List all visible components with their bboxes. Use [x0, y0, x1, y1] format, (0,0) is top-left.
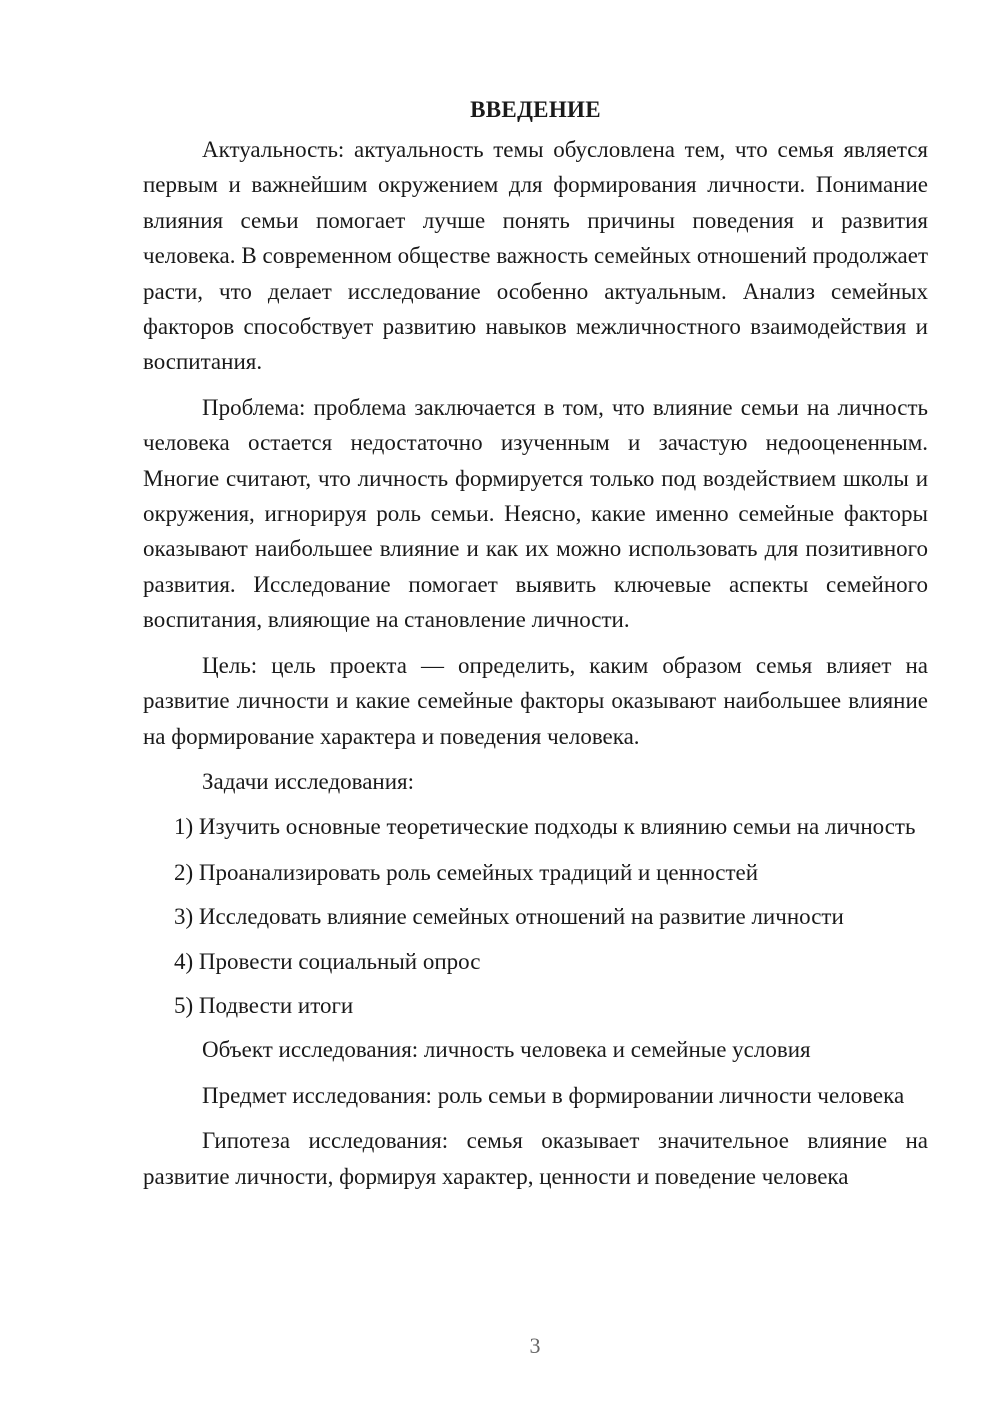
- task-item-5: 5) Подвести итоги: [174, 992, 354, 1018]
- task-item-2: 2) Проанализировать роль семейных традиций и ценностей: [174, 859, 759, 885]
- task-item-1: 1) Изучить основные теоретические подходы к влиянию семьи на личность: [174, 814, 916, 840]
- page-content: [143, 92, 928, 1194]
- tasks-heading: Задачи исследования:: [202, 768, 415, 794]
- hypothesis-paragraph: Гипотеза исследования: семья оказывает значительное влияние на развитие личности, формируя характер, ценности и поведение человека: [143, 1128, 928, 1189]
- goal-paragraph: Цель: цель проекта — определить, каким образом семья влияет на развитие личности и какие семейные факторы оказывают наибольшее влияние на формирование характера и поведения человека.: [143, 652, 928, 749]
- page-number: 3: [529, 1333, 541, 1358]
- relevance-paragraph: Актуальность: актуальность темы обусловлена тем, что семья является первым и важнейшим окружением для формирования личности. Понимание влияния семьи помогает лучше понять причины поведения и развития человека. В современном обществе важность семейных отношений продолжает расти, что делает исследование особенно актуальным. Анализ семейных факторов способствует развитию навыков межличностного взаимодействия и воспитания.: [143, 137, 928, 375]
- object-paragraph: Объект исследования: личность человека и семейные условия: [202, 1037, 811, 1063]
- task-item-3: 3) Исследовать влияние семейных отношений на развитие личности: [174, 904, 844, 930]
- page-title: ВВЕДЕНИЕ: [470, 97, 601, 122]
- problem-paragraph: Проблема: проблема заключается в том, что влияние семьи на личность человека остается недостаточно изученным и зачастую недооцененным. Многие считают, что личность формируется только под воздействием школы и окружения, игнорируя роль семьи. Неясно, какие именно семейные факторы оказывают наибольшее влияние и как их можно использовать для позитивного развития. Исследование помогает выявить ключевые аспекты семейного воспитания, влияющие на становление личности.: [143, 394, 928, 633]
- task-item-4: 4) Провести социальный опрос: [174, 948, 481, 974]
- subject-paragraph: Предмет исследования: роль семьи в формировании личности человека: [202, 1082, 905, 1108]
